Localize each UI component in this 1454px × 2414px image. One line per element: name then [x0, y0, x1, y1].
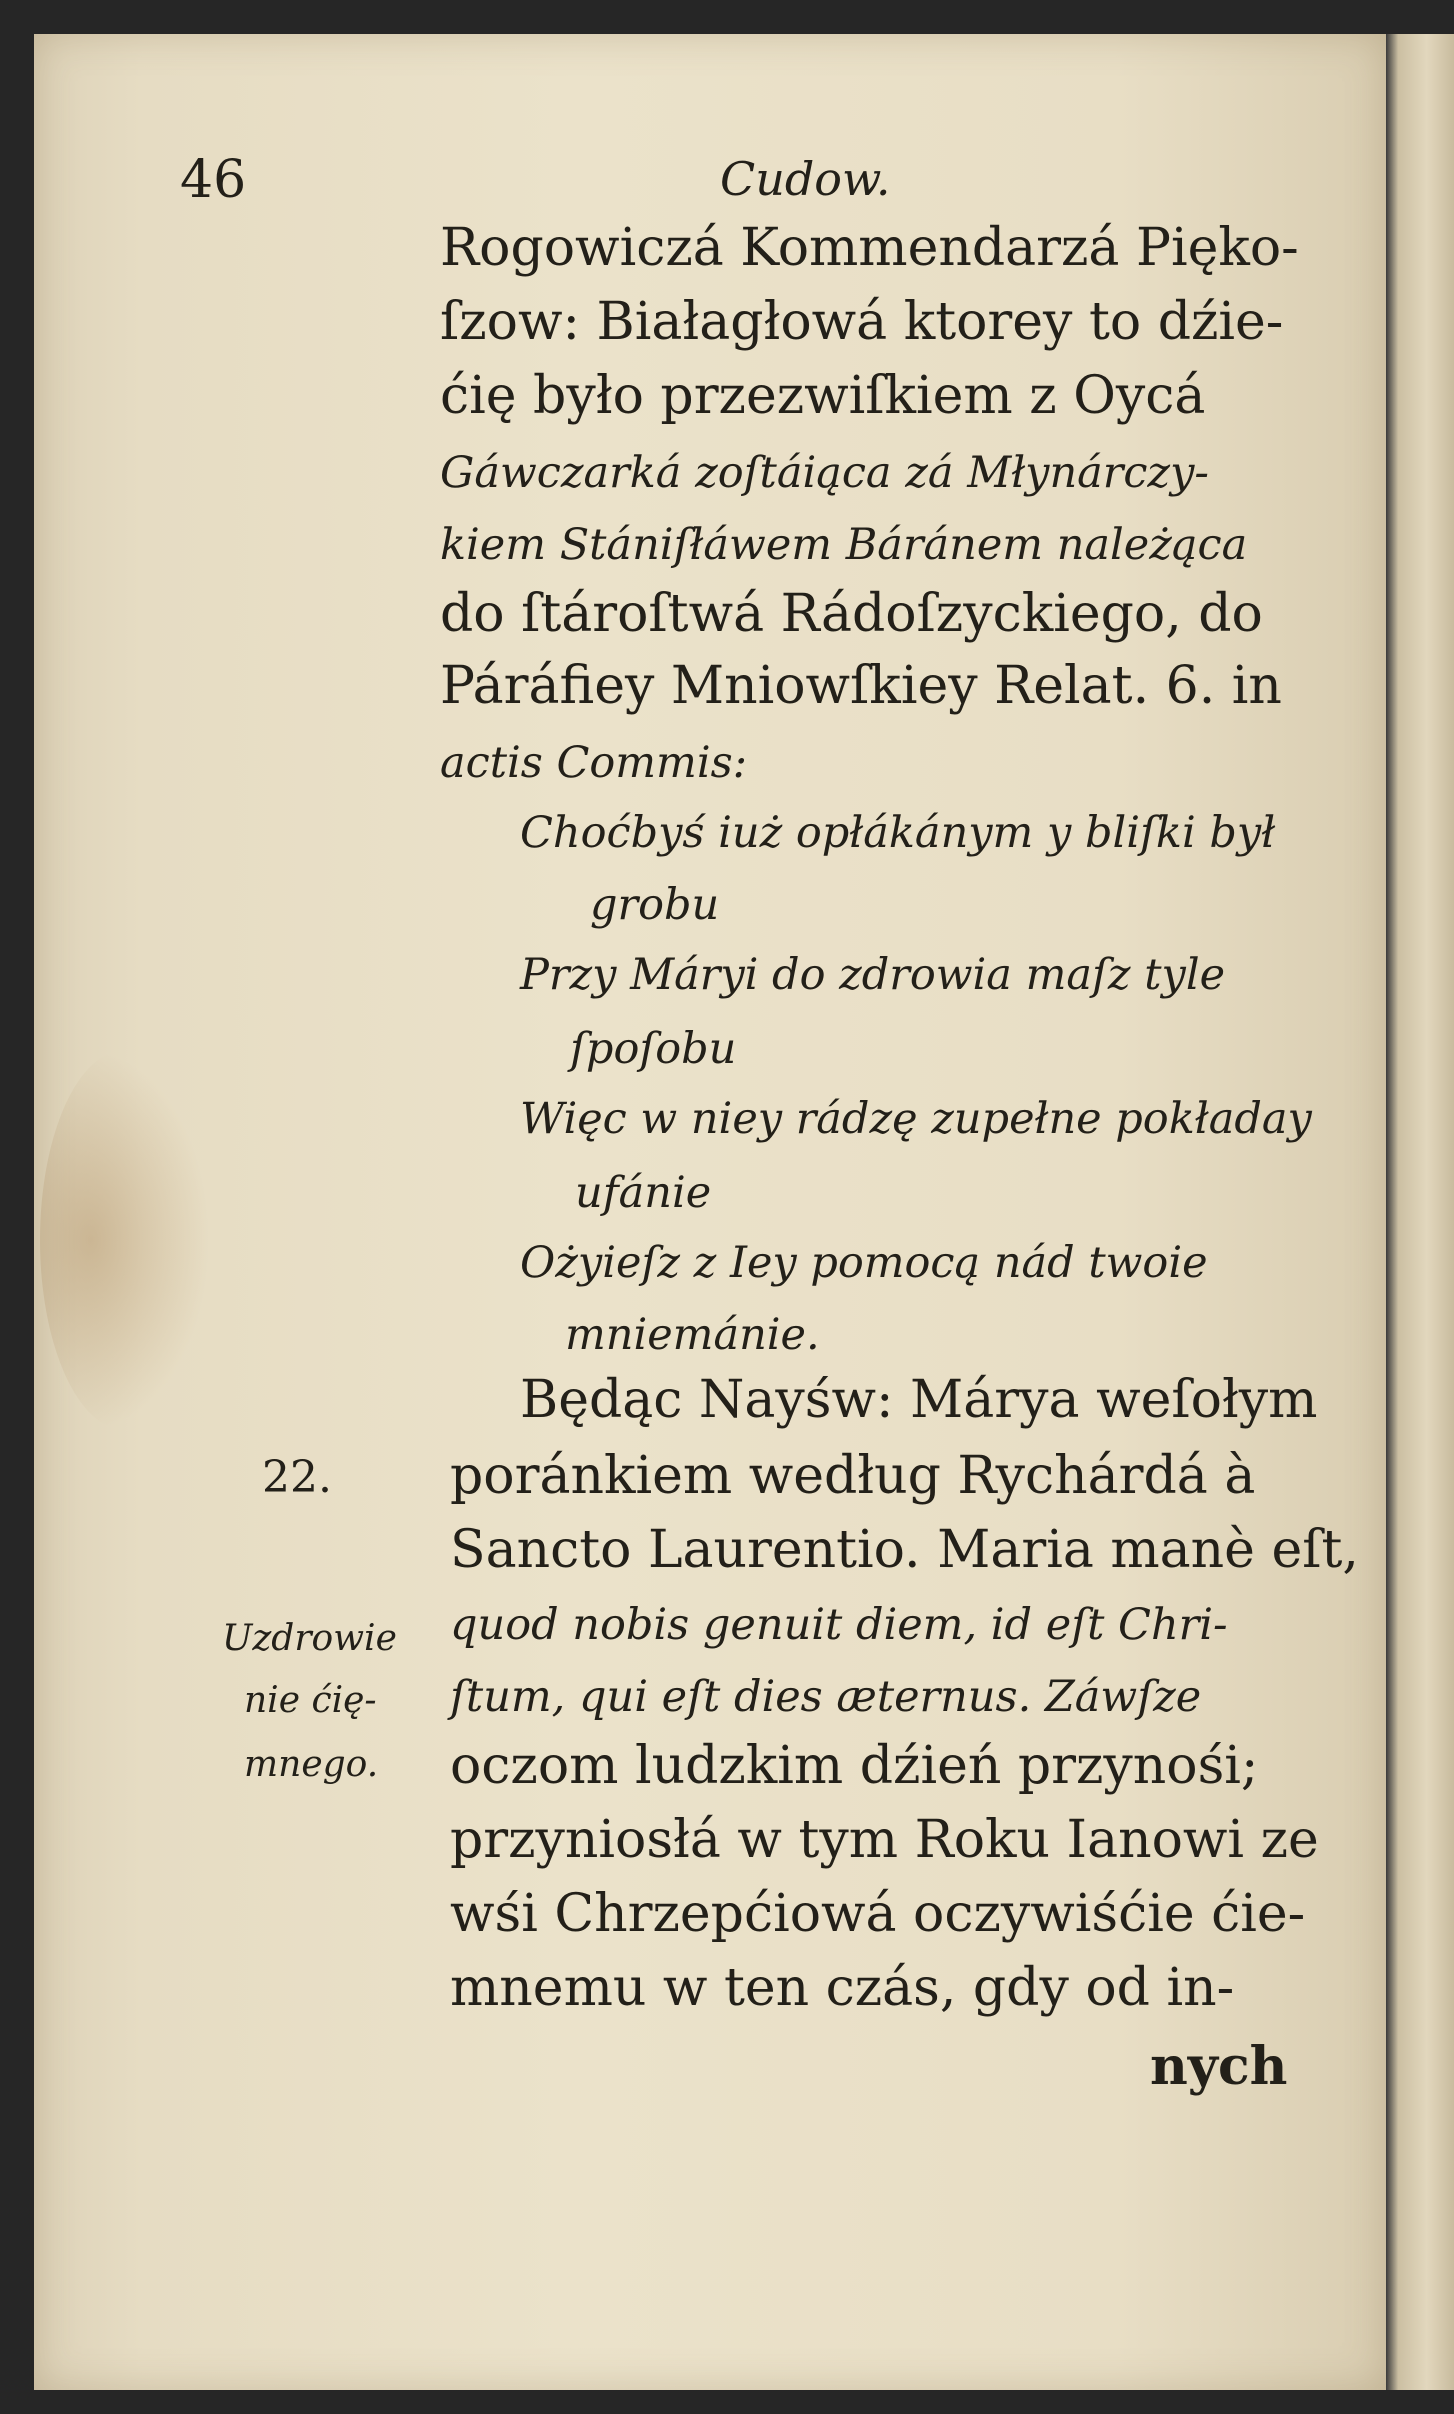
text-line: poránkiem według Rychárdá à [450, 1446, 1256, 1506]
verse-line: Choćbyś iuż opłákánym y bliſki był [520, 808, 1276, 858]
margin-note-line: Uzdrowie [222, 1618, 397, 1659]
margin-note-line: mnego. [244, 1744, 379, 1785]
verse-line: grobu [590, 880, 720, 930]
text-line: mnemu w ten czás, gdy od in- [450, 1958, 1235, 2018]
margin-note-line: nie ćię- [244, 1680, 377, 1721]
catchword: nych [1150, 2036, 1288, 2097]
text-line: kiem Stániſłáwem Báránem należąca [440, 520, 1248, 570]
verse-line: Więc w niey rádzę zupełne pokładay [520, 1094, 1312, 1144]
text-line: actis Commis: [440, 738, 748, 788]
text-line: Będąc Nayśw: Márya weſołym [520, 1370, 1318, 1430]
text-line: oczom ludzkim dźień przynośi; [450, 1736, 1259, 1796]
text-line: quod nobis genuit diem, id eſt Chri- [450, 1600, 1228, 1650]
verse-line: mniemánie. [565, 1310, 820, 1360]
text-line: ſtum, qui eſt dies æternus. Záwſze [450, 1672, 1202, 1722]
verse-line: ufánie [575, 1168, 712, 1218]
text-line: ćię było przezwiſkiem z Oycá [440, 366, 1206, 426]
text-line: przyniosłá w tym Roku Ianowi ze [450, 1810, 1319, 1870]
text-line: wśi Chrzepćiowá oczywiśćie ćie- [450, 1884, 1306, 1944]
verse-line: ſpoſobu [570, 1024, 737, 1074]
next-page-edge [1386, 34, 1454, 2390]
text-line: ſzow: Białagłowá ktorey to dźie- [440, 292, 1284, 352]
text-line: do ſtároſtwá Rádoſzyckiego, do [440, 584, 1263, 644]
verse-line: Ożyieſz z Iey pomocą nád twoie [520, 1238, 1208, 1288]
running-head: Cudow. [720, 152, 891, 206]
margin-number: 22. [262, 1452, 332, 1503]
paper-stain [40, 1050, 210, 1430]
verse-line: Przy Máryi do zdrowia maſz tyle [520, 950, 1226, 1000]
text-line: Sancto Laurentio. Maria manè eſt, [450, 1520, 1359, 1580]
text-line: Gáwczarká zoſtáiąca zá Młynárczy- [440, 448, 1209, 498]
text-line: Rogowiczá Kommendarzá Pięko- [440, 218, 1299, 278]
page-number: 46 [180, 150, 247, 210]
text-line: Páráfiey Mniowſkiey Relat. 6. in [440, 656, 1282, 716]
